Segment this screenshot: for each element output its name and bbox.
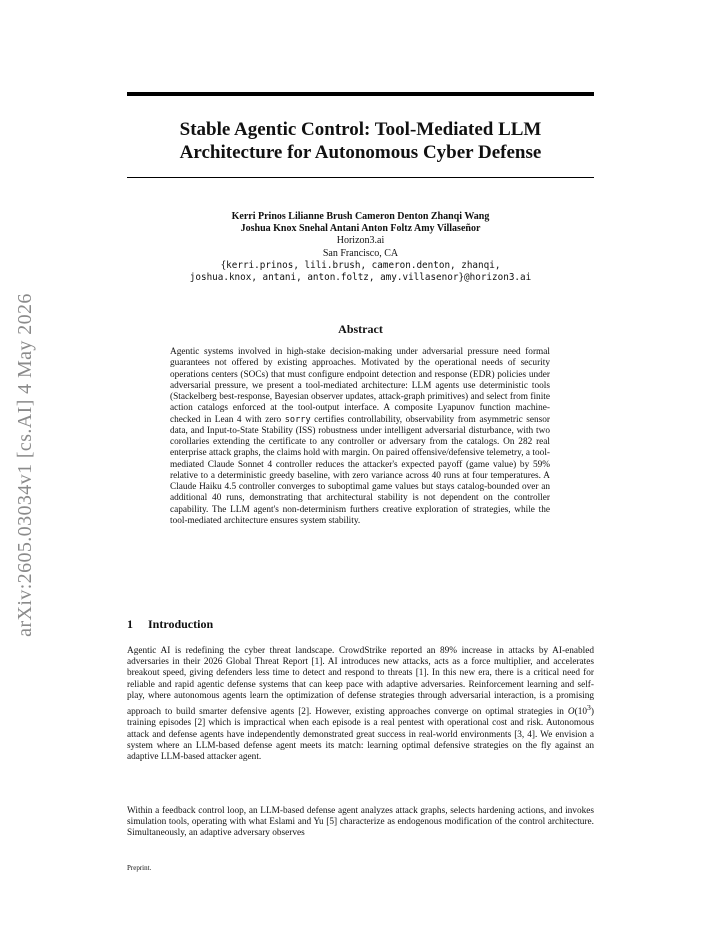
author-names: Kerri Prinos Lilianne Brush Cameron Denton Zhanqi Wang	[231, 211, 490, 222]
author-names: Joshua Knox Snehal Antani Anton Foltz Amy Villaseñor	[240, 223, 481, 235]
author-block	[127, 211, 594, 284]
arxiv-side-label: arXiv:2605.03034v1 [cs.AI] 4 May 2026	[14, 293, 36, 637]
title-top-rule	[127, 92, 594, 96]
section-number: 1	[127, 617, 133, 631]
section-heading	[127, 617, 213, 632]
paper-title	[127, 118, 594, 164]
code-keyword: sorry	[284, 414, 311, 425]
abstract-text	[170, 347, 550, 527]
math-text: (10	[574, 707, 588, 718]
author-emails: {kerri.prinos, lili.brush, cameron.denton, zhanqi,	[220, 259, 501, 271]
abstract-heading: Abstract	[338, 322, 383, 336]
abstract-text-part: Agentic systems involved in high-stake decision-making under adversarial pressure need formal guarantees not offered by existing approaches. Motivated by the operational needs of security operations centers (SOCs) that must configure endpoint detection and response (EDR) policies under adversarial pressure, we present a tool-mediated architecture: LLM agents use deterministic tools (Stackelberg best-response, Bayesian observer updates, attack-graph primitives) and select from finite action catalogs enforced at the tool-output interface. A composite Lyapunov function machine-checked in Lean 4 with zero	[170, 347, 550, 425]
intro-paragraph: Within a feedback control loop, an LLM-based defense agent analyzes attack graphs, selects hardening actions, and invokes simulation tools, operating with what Eslami and Yu [5] characterize as endogenous modification of the control architecture. Simultaneously, an adaptive adversary observes	[127, 806, 594, 839]
paragraph-text: training episodes [2] which is impractical when each episode is a real pentest with operational cost and risk. Autonomous attack and defense agents have independently demonstrated great success in real-world environments [3, 4]. We envision a system where an LLM-based defense agent meets its match: learning optimal defensive strategies on the fly against an adaptive LLM-based attacker agent.	[127, 718, 594, 762]
math-text: )	[590, 707, 594, 718]
paragraph-text: Agentic AI is redefining the cyber threat landscape. CrowdStrike reported an 89% increase in attacks by AI-enabled adversaries in their 2026 Global Threat Report [1]. AI introduces new attacks, acts as a force multiplier, and accelerates breakout speed, giving defenders less time to detect and respond to threats [1]. In this new era, there is a critical need for reliable and rapid agentic defense systems that can keep pace with adaptive adversaries. Reinforcement learning and self-play, where autonomous agents learn the optimization of defense strategies through adversarial interaction, is a promising approach to build smarter defensive agents [2]. However, existing approaches converge on optimal strategies in	[127, 646, 594, 718]
math-symbol: O	[567, 707, 575, 718]
abstract-text-part: certifies controllability, observability from asymmetric sensor data, and Input-to-State Stability (ISS) robustness under intelligent adversarial disturbance, with two corollaries extending the certificate to any controller or adversary from the catalogs. On 282 real enterprise attack graphs, the claims hold with margin. On paired offensive/defensive telemetry, a tool-mediated Claude Sonnet 4 controller reduces the attacker's expected payoff (game value) by 59% relative to a deterministic greedy baseline, with zero variance across 40 runs at four temperatures. A Claude Haiku 4.5 controller converges to suboptimal game values but stays catalog-bounded over an additional 40 runs, demonstrating that architectural stability is not dependent on the controller capability. The LLM agent's non-determinism furthers creative exploration of strategies, while the tool-mediated architecture ensures system stability.	[170, 414, 550, 526]
title-line: Stable Agentic Control: Tool-Mediated LLM	[179, 119, 542, 140]
math-exponent: 3	[587, 703, 591, 713]
section-title: Introduction	[148, 617, 214, 631]
intro-paragraph	[127, 646, 594, 763]
footer-note: Preprint.	[127, 864, 152, 872]
affiliation: Horizon3.ai	[336, 235, 385, 247]
location: San Francisco, CA	[322, 247, 399, 259]
author-emails: joshua.knox, antani, anton.foltz, amy.villasenor}@horizon3.ai	[189, 272, 532, 284]
title-bottom-rule	[127, 177, 594, 178]
title-line: Architecture for Autonomous Cyber Defense	[179, 142, 542, 163]
